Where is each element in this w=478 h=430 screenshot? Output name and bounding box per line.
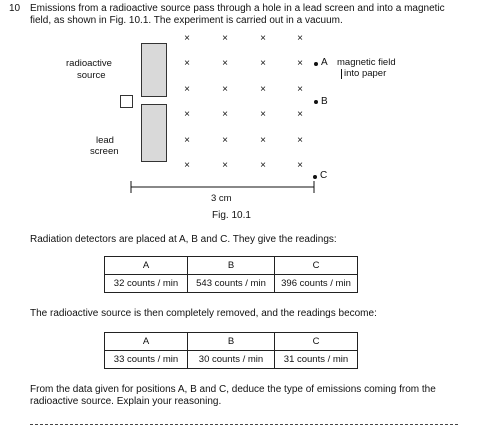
readings-table-2 xyxy=(104,332,358,369)
field-cross: × xyxy=(184,160,190,171)
field-cross: × xyxy=(297,33,303,44)
field-cross: × xyxy=(297,160,303,171)
field-cross: × xyxy=(260,160,266,171)
table-cell: 31 counts / min xyxy=(275,351,358,369)
field-cross: × xyxy=(260,33,266,44)
distance-label: 3 cm xyxy=(211,193,232,204)
point-a-label: A xyxy=(321,57,328,68)
task-line-2: radioactive source. Explain your reasoning. xyxy=(30,396,222,407)
field-cross: × xyxy=(184,33,190,44)
table-cell: 543 counts / min xyxy=(188,275,275,293)
table-header-cell: B xyxy=(188,333,275,351)
field-cross: × xyxy=(222,58,228,69)
field-cross: × xyxy=(260,84,266,95)
field-cross: × xyxy=(260,109,266,120)
field-label-line-2: into paper xyxy=(341,69,386,79)
field-cross: × xyxy=(222,84,228,95)
question-intro-line-2: field, as shown in Fig. 10.1. The experiment is carried out in a vacuum. xyxy=(30,15,343,26)
field-cross: × xyxy=(260,58,266,69)
figure-caption: Fig. 10.1 xyxy=(212,210,251,221)
table-header-cell: C xyxy=(275,333,358,351)
distance-marker xyxy=(0,0,478,200)
table-cell: 32 counts / min xyxy=(105,275,188,293)
field-cross: × xyxy=(184,135,190,146)
field-cross: × xyxy=(297,84,303,95)
field-cross: × xyxy=(297,109,303,120)
field-cross: × xyxy=(184,84,190,95)
table-header-row xyxy=(105,333,358,351)
field-cross: × xyxy=(222,33,228,44)
table-header-row xyxy=(105,257,358,275)
screen-label-line-1: lead xyxy=(96,135,114,146)
readings-table-1 xyxy=(104,256,358,293)
field-cross: × xyxy=(297,135,303,146)
table-row xyxy=(105,275,358,293)
question-number: 10 xyxy=(9,3,21,14)
point-b-label: B xyxy=(321,96,328,107)
field-cross: × xyxy=(222,135,228,146)
table-header-cell: A xyxy=(105,257,188,275)
table-header-cell: A xyxy=(105,333,188,351)
answer-line[interactable] xyxy=(30,424,458,425)
source-label-line-2: source xyxy=(77,70,106,81)
task-line-1: From the data given for positions A, B and C, deduce the type of emissions coming from the xyxy=(30,384,436,395)
field-cross: × xyxy=(184,58,190,69)
field-label-line-1: magnetic field xyxy=(337,57,396,68)
point-c-label: C xyxy=(320,170,328,181)
detectors-text: Radiation detectors are placed at A, B and C. They give the readings: xyxy=(30,234,337,245)
field-cross: × xyxy=(260,135,266,146)
field-cross: × xyxy=(222,109,228,120)
table-cell: 30 counts / min xyxy=(188,351,275,369)
table-header-cell: C xyxy=(275,257,358,275)
field-cross: × xyxy=(222,160,228,171)
field-cross: × xyxy=(297,58,303,69)
table-cell: 396 counts / min xyxy=(275,275,358,293)
question-intro-line-1: Emissions from a radioactive source pass through a hole in a lead screen and into a magnetic xyxy=(30,3,445,14)
table-header-cell: B xyxy=(188,257,275,275)
table-cell: 33 counts / min xyxy=(105,351,188,369)
screen-label-line-2: screen xyxy=(90,146,119,157)
field-cross: × xyxy=(184,109,190,120)
table-row xyxy=(105,351,358,369)
source-removed-text: The radioactive source is then completely removed, and the readings become: xyxy=(30,308,377,319)
source-label-line-1: radioactive xyxy=(66,58,112,69)
